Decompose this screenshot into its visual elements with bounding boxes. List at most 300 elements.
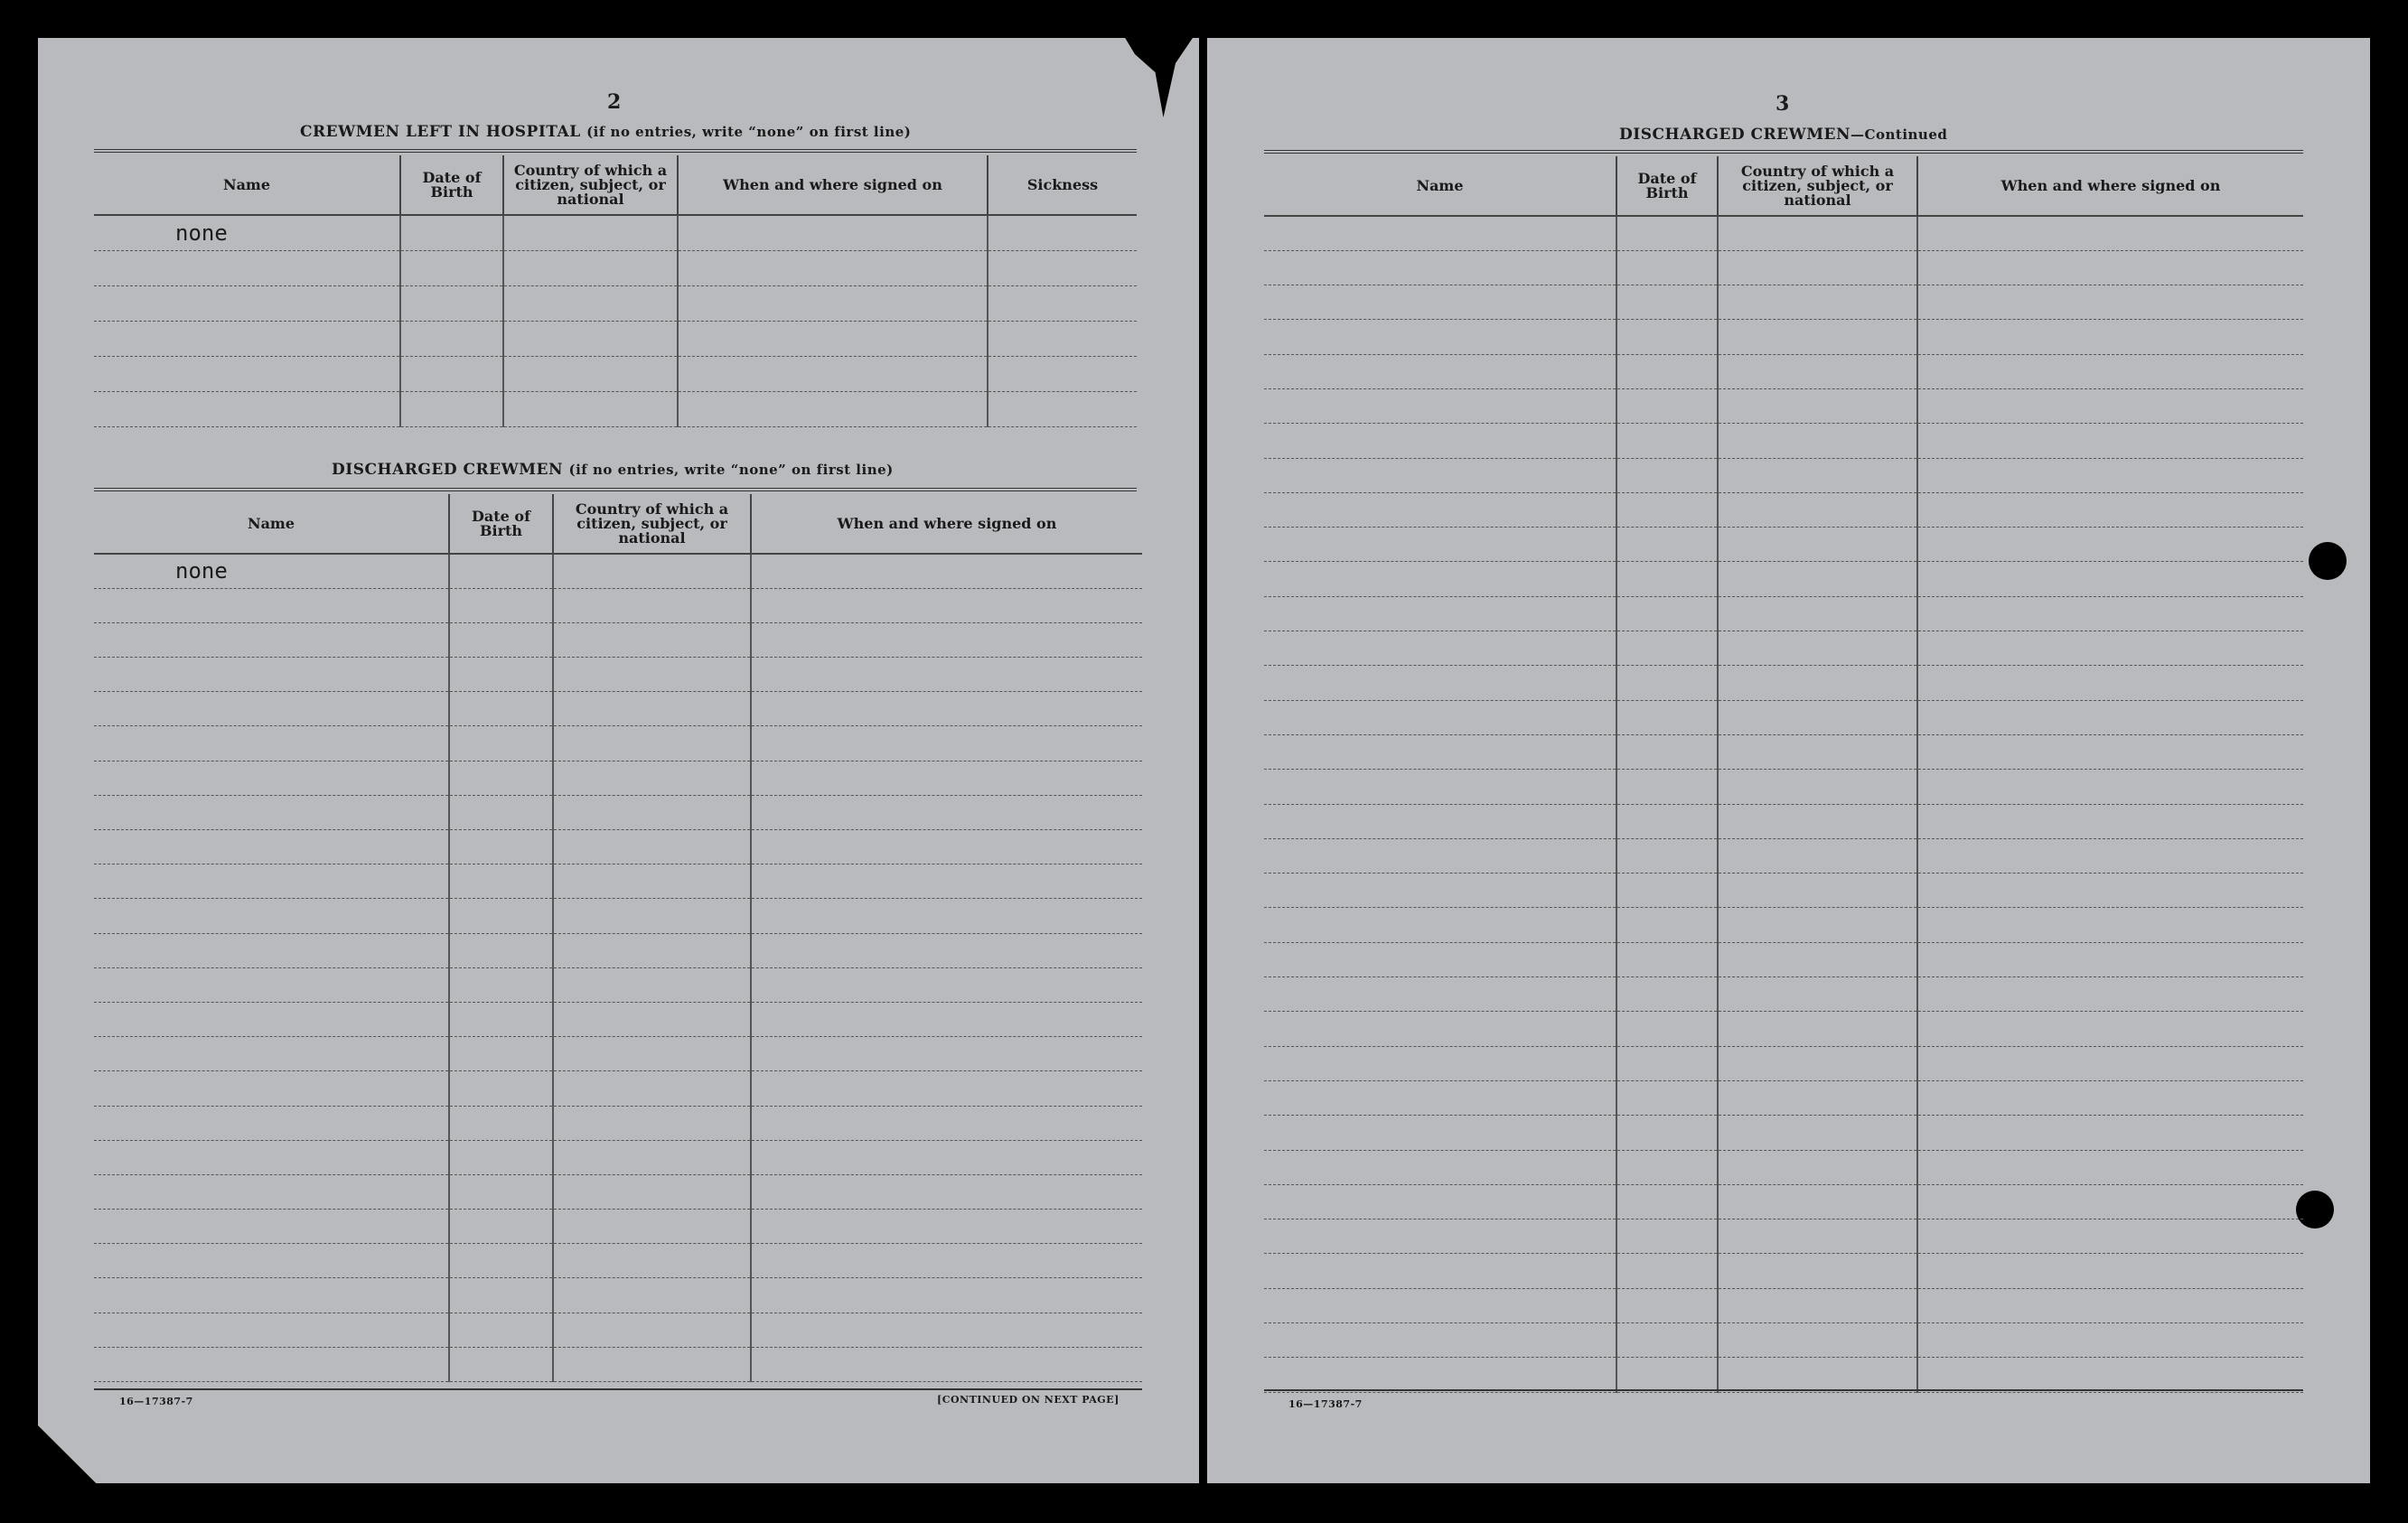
table-cell xyxy=(1264,1012,1616,1046)
table-cell xyxy=(751,1244,1142,1278)
table-row xyxy=(1264,1323,2303,1358)
table-cell xyxy=(94,1071,449,1106)
table-cell xyxy=(1616,458,1718,492)
table-cell xyxy=(1264,1358,1616,1392)
table-cell xyxy=(1718,492,1917,527)
table-cell xyxy=(1616,942,1718,976)
table-cell xyxy=(1264,528,1616,562)
table-cell xyxy=(449,795,553,829)
table-cell xyxy=(94,1210,449,1244)
table-row xyxy=(1264,250,2303,285)
table-cell xyxy=(1718,320,1917,354)
col-header-signed-on: When and where signed on xyxy=(751,494,1142,554)
col-header-date-of-birth: Date of Birth xyxy=(400,155,503,215)
table-cell xyxy=(553,1347,751,1381)
discharged-table xyxy=(94,494,1142,1382)
table-row xyxy=(94,215,1137,250)
table-row xyxy=(1264,1358,2303,1392)
table-cell xyxy=(553,1037,751,1071)
table-row xyxy=(94,795,1142,829)
table-row xyxy=(1264,666,2303,700)
table-cell xyxy=(1264,700,1616,734)
table-cell xyxy=(400,321,503,356)
table-row xyxy=(1264,424,2303,458)
table-cell xyxy=(751,1210,1142,1244)
table-cell xyxy=(1917,1150,2303,1184)
table-cell xyxy=(94,933,449,967)
col-header-name: Name xyxy=(94,494,449,554)
table-cell xyxy=(1917,388,2303,423)
table-row xyxy=(94,830,1142,864)
table-cell xyxy=(1264,354,1616,388)
table-cell xyxy=(1264,734,1616,769)
table-cell xyxy=(751,1002,1142,1036)
table-cell xyxy=(449,1174,553,1209)
table-cell xyxy=(553,830,751,864)
table-cell xyxy=(449,830,553,864)
table-cell xyxy=(751,899,1142,933)
table-cell xyxy=(1718,1358,1917,1392)
table-cell xyxy=(1616,562,1718,596)
col-header-signed-on: When and where signed on xyxy=(1917,156,2303,216)
table-cell xyxy=(1718,1254,1917,1288)
table-cell xyxy=(94,321,400,356)
table-cell xyxy=(1264,874,1616,908)
table-row xyxy=(1264,804,2303,838)
table-row xyxy=(94,588,1142,622)
table-cell xyxy=(449,622,553,657)
table-row xyxy=(1264,354,2303,388)
table-cell xyxy=(94,899,449,933)
table-cell xyxy=(1264,1080,1616,1115)
table-cell xyxy=(1917,977,2303,1012)
table-cell xyxy=(1917,804,2303,838)
table-cell xyxy=(1616,1254,1718,1288)
col-header-signed-on: When and where signed on xyxy=(678,155,988,215)
col-header-country: Country of which a citizen, subject, or national xyxy=(1718,156,1917,216)
table-cell xyxy=(553,899,751,933)
table-cell xyxy=(751,622,1142,657)
table-cell xyxy=(553,622,751,657)
table-cell xyxy=(1917,700,2303,734)
table-cell xyxy=(1917,1288,2303,1322)
table-cell xyxy=(1264,1323,1616,1358)
table-cell xyxy=(94,1037,449,1071)
table-cell xyxy=(449,554,553,588)
table-cell xyxy=(1616,1012,1718,1046)
discharged-continued-table xyxy=(1264,156,2303,1393)
hospital-table xyxy=(94,155,1137,427)
table-cell xyxy=(1264,596,1616,631)
table-cell xyxy=(988,321,1137,356)
entry-none: none xyxy=(94,215,400,250)
table-cell xyxy=(553,1106,751,1140)
table-cell xyxy=(1264,388,1616,423)
table-cell xyxy=(553,588,751,622)
table-cell xyxy=(1917,1012,2303,1046)
table-cell xyxy=(988,391,1137,426)
table-cell xyxy=(400,285,503,321)
table-row xyxy=(94,321,1137,356)
table-cell xyxy=(449,967,553,1002)
page-number-right: 3 xyxy=(1776,92,1790,116)
table-cell xyxy=(1616,596,1718,631)
section-rule xyxy=(94,488,1137,491)
table-cell xyxy=(449,588,553,622)
table-cell xyxy=(1718,216,1917,250)
table-row xyxy=(94,864,1142,899)
table-cell xyxy=(1264,1150,1616,1184)
table-cell xyxy=(1616,1080,1718,1115)
table-cell xyxy=(751,588,1142,622)
table-cell xyxy=(1718,874,1917,908)
table-cell xyxy=(988,215,1137,250)
table-cell xyxy=(1264,977,1616,1012)
table-row xyxy=(1264,770,2303,804)
table-cell xyxy=(1616,804,1718,838)
table-cell xyxy=(1718,1150,1917,1184)
table-cell xyxy=(1264,1254,1616,1288)
table-cell xyxy=(1616,666,1718,700)
table-row xyxy=(94,356,1137,391)
table-cell xyxy=(503,285,678,321)
table-cell xyxy=(1718,1219,1917,1254)
table-cell xyxy=(94,795,449,829)
table-cell xyxy=(449,864,553,899)
table-row xyxy=(94,1002,1142,1036)
table-cell xyxy=(449,692,553,726)
table-row xyxy=(94,1313,1142,1347)
table-cell xyxy=(1917,596,2303,631)
table-row xyxy=(1264,734,2303,769)
continued-note: [CONTINUED ON NEXT PAGE] xyxy=(937,1394,1120,1406)
col-header-date-of-birth: Date of Birth xyxy=(1616,156,1718,216)
table-cell xyxy=(751,933,1142,967)
table-cell xyxy=(94,658,449,692)
table-cell xyxy=(751,795,1142,829)
table-cell xyxy=(1917,942,2303,976)
table-cell xyxy=(1264,1184,1616,1219)
table-row xyxy=(1264,874,2303,908)
table-cell xyxy=(1917,734,2303,769)
table-row xyxy=(1264,838,2303,873)
table-cell xyxy=(1718,942,1917,976)
table-cell xyxy=(1616,320,1718,354)
table-row xyxy=(94,1106,1142,1140)
table-row xyxy=(94,1037,1142,1071)
table-row xyxy=(1264,1046,2303,1080)
table-cell xyxy=(1616,1046,1718,1080)
table-cell xyxy=(1917,1254,2303,1288)
table-row xyxy=(94,1071,1142,1106)
table-cell xyxy=(94,356,400,391)
table-row xyxy=(1264,908,2303,942)
table-cell xyxy=(1718,458,1917,492)
table-cell xyxy=(751,1174,1142,1209)
col-header-sickness: Sickness xyxy=(988,155,1137,215)
table-cell xyxy=(1264,942,1616,976)
table-cell xyxy=(678,285,988,321)
table-cell xyxy=(1917,1323,2303,1358)
table-row xyxy=(1264,700,2303,734)
table-cell xyxy=(1616,250,1718,285)
bottom-rule xyxy=(1264,1389,2303,1391)
table-row xyxy=(1264,1219,2303,1254)
table-cell xyxy=(1917,874,2303,908)
table-cell xyxy=(751,1106,1142,1140)
table-cell xyxy=(751,1313,1142,1347)
punch-hole xyxy=(2309,542,2347,580)
table-cell xyxy=(1718,838,1917,873)
table-cell xyxy=(400,356,503,391)
table-cell xyxy=(94,1244,449,1278)
table-row xyxy=(1264,1012,2303,1046)
table-cell xyxy=(1616,874,1718,908)
table-cell xyxy=(1616,492,1718,527)
table-row xyxy=(1264,388,2303,423)
table-cell xyxy=(449,933,553,967)
table-row xyxy=(94,726,1142,761)
entry-none: none xyxy=(94,554,449,588)
table-cell xyxy=(94,391,400,426)
table-cell xyxy=(94,967,449,1002)
table-row xyxy=(94,554,1142,588)
table-cell xyxy=(1616,354,1718,388)
table-cell xyxy=(1616,388,1718,423)
col-header-country: Country of which a citizen, subject, or national xyxy=(503,155,678,215)
table-cell xyxy=(449,1244,553,1278)
table-cell xyxy=(553,1278,751,1313)
hospital-title-text: CREWMEN LEFT IN HOSPITAL xyxy=(300,123,581,141)
table-cell xyxy=(1718,908,1917,942)
section-rule xyxy=(94,149,1137,153)
table-cell xyxy=(1917,528,2303,562)
table-row xyxy=(94,1210,1142,1244)
table-cell xyxy=(449,726,553,761)
table-cell xyxy=(1616,1219,1718,1254)
table-row xyxy=(1264,1080,2303,1115)
table-cell xyxy=(1718,1116,1917,1150)
table-cell xyxy=(1718,1323,1917,1358)
table-cell xyxy=(553,933,751,967)
hospital-section-title xyxy=(300,123,911,141)
discharged-instruction: (if no entries, write “none” on first line) xyxy=(568,462,894,478)
table-cell xyxy=(1264,1219,1616,1254)
table-row xyxy=(1264,285,2303,320)
discharged-continued-title xyxy=(1619,126,1947,144)
table-cell xyxy=(988,285,1137,321)
table-cell xyxy=(449,1210,553,1244)
table-cell xyxy=(94,1313,449,1347)
table-row xyxy=(1264,596,2303,631)
table-cell xyxy=(94,761,449,795)
table-cell xyxy=(1718,1012,1917,1046)
table-row xyxy=(1264,458,2303,492)
table-row xyxy=(94,1278,1142,1313)
table-cell xyxy=(988,356,1137,391)
table-cell xyxy=(553,692,751,726)
table-cell xyxy=(751,726,1142,761)
table-row xyxy=(1264,528,2303,562)
table-cell xyxy=(1264,285,1616,320)
table-row xyxy=(1264,562,2303,596)
table-row xyxy=(1264,492,2303,527)
table-cell xyxy=(1718,528,1917,562)
table-row xyxy=(94,250,1137,285)
continued-suffix: —Continued xyxy=(1851,126,1948,143)
table-row xyxy=(94,1347,1142,1381)
table-row xyxy=(1264,1150,2303,1184)
table-cell xyxy=(553,658,751,692)
table-cell xyxy=(1917,1080,2303,1115)
table-cell xyxy=(449,1106,553,1140)
table-cell xyxy=(94,1347,449,1381)
col-header-country: Country of which a citizen, subject, or national xyxy=(553,494,751,554)
bottom-rule xyxy=(94,1388,1142,1390)
table-cell xyxy=(1616,1150,1718,1184)
table-cell xyxy=(751,554,1142,588)
table-cell xyxy=(449,658,553,692)
table-cell xyxy=(449,1002,553,1036)
table-cell xyxy=(1264,492,1616,527)
table-cell xyxy=(1718,734,1917,769)
table-row xyxy=(1264,1254,2303,1288)
table-cell xyxy=(449,1347,553,1381)
table-cell xyxy=(1616,1116,1718,1150)
table-cell xyxy=(1616,700,1718,734)
discharged-section-title xyxy=(332,461,894,479)
table-row xyxy=(94,933,1142,967)
table-cell xyxy=(1718,631,1917,666)
table-cell xyxy=(751,1037,1142,1071)
table-cell xyxy=(1616,734,1718,769)
table-cell xyxy=(1718,1184,1917,1219)
table-cell xyxy=(94,1140,449,1174)
table-cell xyxy=(1917,838,2303,873)
table-cell xyxy=(1264,562,1616,596)
table-cell xyxy=(94,864,449,899)
table-cell xyxy=(1718,804,1917,838)
table-row xyxy=(94,622,1142,657)
table-cell xyxy=(751,761,1142,795)
table-cell xyxy=(553,761,751,795)
table-row xyxy=(94,899,1142,933)
table-cell xyxy=(1616,1184,1718,1219)
table-cell xyxy=(1718,770,1917,804)
table-cell xyxy=(1616,977,1718,1012)
table-cell xyxy=(1917,320,2303,354)
table-cell xyxy=(1917,285,2303,320)
table-cell xyxy=(988,250,1137,285)
table-cell xyxy=(553,1002,751,1036)
table-cell xyxy=(751,830,1142,864)
table-cell xyxy=(1616,838,1718,873)
table-cell xyxy=(1917,354,2303,388)
section-rule xyxy=(1264,150,2303,154)
table-cell xyxy=(1718,666,1917,700)
table-cell xyxy=(1264,631,1616,666)
table-cell xyxy=(1917,458,2303,492)
table-cell xyxy=(1917,1184,2303,1219)
table-cell xyxy=(1917,424,2303,458)
table-row xyxy=(94,391,1137,426)
table-cell xyxy=(751,1140,1142,1174)
table-row xyxy=(94,1174,1142,1209)
table-row xyxy=(1264,977,2303,1012)
table-cell xyxy=(1718,1288,1917,1322)
table-cell xyxy=(1264,1046,1616,1080)
table-cell xyxy=(400,215,503,250)
table-cell xyxy=(449,1037,553,1071)
table-cell xyxy=(503,215,678,250)
table-cell xyxy=(1264,666,1616,700)
form-number-right: 16—17387-7 xyxy=(1288,1398,1363,1410)
table-cell xyxy=(678,250,988,285)
col-header-name: Name xyxy=(94,155,400,215)
table-cell xyxy=(751,1278,1142,1313)
table-cell xyxy=(400,250,503,285)
table-cell xyxy=(751,658,1142,692)
table-cell xyxy=(678,391,988,426)
table-cell xyxy=(503,356,678,391)
table-cell xyxy=(449,761,553,795)
table-cell xyxy=(1264,424,1616,458)
table-cell xyxy=(678,321,988,356)
table-cell xyxy=(1264,838,1616,873)
table-row xyxy=(94,1244,1142,1278)
table-cell xyxy=(1264,804,1616,838)
table-cell xyxy=(1718,424,1917,458)
table-cell xyxy=(553,554,751,588)
table-cell xyxy=(751,864,1142,899)
table-cell xyxy=(1917,216,2303,250)
table-cell xyxy=(1264,458,1616,492)
table-row xyxy=(1264,631,2303,666)
table-cell xyxy=(553,1140,751,1174)
table-cell xyxy=(1718,285,1917,320)
table-row xyxy=(1264,1116,2303,1150)
table-cell xyxy=(1917,666,2303,700)
table-cell xyxy=(1718,977,1917,1012)
table-cell xyxy=(94,726,449,761)
table-row xyxy=(94,1140,1142,1174)
table-cell xyxy=(553,967,751,1002)
table-cell xyxy=(1917,1219,2303,1254)
table-cell xyxy=(553,1244,751,1278)
col-header-date-of-birth: Date of Birth xyxy=(449,494,553,554)
table-cell xyxy=(678,356,988,391)
table-cell xyxy=(1616,770,1718,804)
table-cell xyxy=(553,1174,751,1209)
table-cell xyxy=(1616,908,1718,942)
table-cell xyxy=(1616,285,1718,320)
table-cell xyxy=(449,1313,553,1347)
table-cell xyxy=(1917,562,2303,596)
table-cell xyxy=(94,1106,449,1140)
table-cell xyxy=(1718,250,1917,285)
table-cell xyxy=(1917,250,2303,285)
page-number-left: 2 xyxy=(607,90,622,114)
table-cell xyxy=(1264,770,1616,804)
table-cell xyxy=(1616,1323,1718,1358)
table-cell xyxy=(94,588,449,622)
table-cell xyxy=(94,1174,449,1209)
table-cell xyxy=(553,726,751,761)
table-cell xyxy=(1616,216,1718,250)
table-cell xyxy=(94,285,400,321)
table-cell xyxy=(94,692,449,726)
table-cell xyxy=(751,692,1142,726)
